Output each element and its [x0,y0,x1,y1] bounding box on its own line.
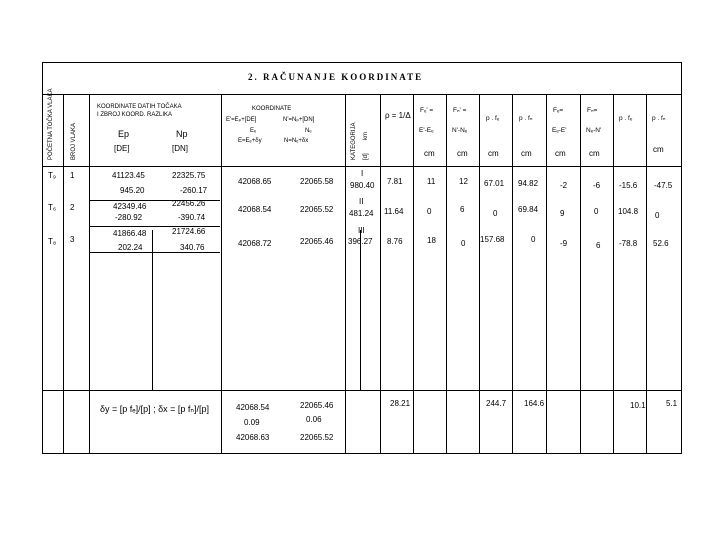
row3-pfe: 157.68 [480,235,505,244]
row3-e: 42068.72 [238,239,272,248]
grid-line [221,94,222,454]
row1-train: 1 [70,171,75,180]
row2-fe2: 9 [560,209,565,218]
row1-fe2: -2 [560,181,568,190]
grid-line [89,94,90,454]
row3-km: 396.27 [348,237,373,246]
row3-pfn2: 52.6 [653,239,669,248]
header-pfe: p . fₑ [486,115,500,122]
grid-line [152,230,153,390]
row3-ep1: 41866.48 [113,229,147,238]
row1-np2: -260.17 [180,186,208,195]
total-n: 22065.46 [300,401,334,410]
header-fn2-b: Nₑ-N' [586,127,602,134]
row1-np1: 22325.75 [172,171,206,180]
header-ep: Ep [118,129,130,139]
row1-ep1: 41123.45 [112,171,145,180]
header-koord-eq2b: N=Nₑ+δx [284,138,309,144]
sum-pfe: 244.7 [486,399,507,408]
row2-ep2: -280.92 [115,213,143,222]
page-title: 2. RAČUNANJE KOORDINATE [248,72,424,82]
grid-line [546,94,547,454]
grid-line [90,252,220,253]
grid-line [446,94,447,454]
grid-line [580,94,581,454]
header-d: [d] [363,153,369,160]
row3-fe: 18 [427,236,436,245]
header-fn: Fₙ' = [453,107,467,114]
row2-fe: 0 [427,207,432,216]
sum-pfn: 164.6 [524,399,545,408]
grid-line [512,94,513,454]
row3-fn: 0 [461,239,466,248]
row3-fe2: -9 [560,239,568,248]
row3-ep2: 202.24 [118,243,143,252]
row1-fn2: -6 [593,181,601,190]
row2-pfe: 0 [493,209,498,218]
grid-line [413,94,414,454]
grid-line [63,94,64,454]
header-np: Np [176,129,188,139]
header-rho: ρ = 1/Δ [385,111,411,120]
header-pfn2: p . fₙ [652,115,666,122]
row2-cat: II [359,197,364,206]
final-e: 42068.63 [236,433,270,442]
header-fe: Fₑ' = [420,107,434,114]
header-fe-b: E'-Eₑ [419,127,434,134]
row3-point: T₈ [48,237,57,246]
header-pfe2: p . fₑ [619,115,633,122]
row1-pfn2: -47.5 [654,181,673,190]
final-n: 22065.52 [300,433,334,442]
header-koord-title: KOORDINATE [252,106,292,112]
header-koord-ne: Nₑ [305,128,312,134]
row3-pfn: 0 [531,235,536,244]
header-koord-eq2a: E=Eₑ+δy [238,138,262,144]
row2-point: T₆ [48,203,57,212]
header-coords-line1: KOORDINATE DATIH TOČAKA [97,104,182,110]
row1-fn: 12 [459,177,468,186]
row3-rho: 8.76 [387,237,403,246]
header-km: km [363,132,369,140]
header-coords-line2: I ZBROJ KOORD. RAZLIKA [97,112,173,118]
row1-pfn: 94.82 [518,179,539,188]
row2-e: 42068.54 [238,205,272,214]
correction-formula: δy = [p fₑ]/[p] ; δx = [p fₙ]/[p] [100,404,209,414]
row1-km: 980.40 [350,181,375,190]
row1-pfe: 67.01 [484,179,505,188]
row2-np2: -390.74 [178,213,206,222]
header-train-number: BROJ VLAKA [71,122,77,160]
row2-km: 481.24 [349,209,374,218]
row1-ep2: 945.20 [120,186,145,195]
sum-pfn2: 5.1 [666,399,678,408]
grid-line [42,94,682,95]
grid-line [42,166,682,167]
header-dn: [DN] [172,144,188,153]
unit-cm: cm [424,149,435,158]
row3-np2: 340.76 [180,243,205,252]
grid-line [360,230,361,390]
row2-pfn2: 0 [655,211,660,220]
row3-fn2: 6 [596,241,601,250]
unit-cm: cm [488,149,499,158]
header-koord-eq1a: E'=Eₚ+[DE] [226,117,257,123]
header-fe2: Fₑ= [553,107,564,114]
row1-rho: 7.81 [387,177,403,186]
row2-pfe2: 104.8 [618,207,639,216]
row2-np1: 22456.26 [172,199,206,208]
row3-np1: 21724.66 [172,227,206,236]
row3-n: 22065.46 [300,237,334,246]
row2-ep1: 42349.46 [113,202,147,211]
unit-cm: cm [653,145,664,154]
grid-line [613,94,614,454]
row2-fn: 6 [460,205,465,214]
row1-e: 42068.65 [238,177,272,186]
header-de: [DE] [114,144,130,153]
row3-pfe2: -78.8 [619,239,638,248]
row1-pfe2: -15.6 [619,181,638,190]
row1-point: T₉ [48,171,57,180]
header-fn-b: N'-Nₑ [452,127,468,134]
grid-line [380,94,381,454]
row2-n: 22065.52 [300,205,334,214]
total-dy: 0.09 [244,418,260,427]
row3-train: 3 [70,235,75,244]
row1-n: 22065.58 [300,177,334,186]
row2-train: 2 [70,203,75,212]
grid-line [646,94,647,454]
row3-cat: III [358,226,365,235]
grid-line [42,390,682,391]
header-start-point: POČETNA TOČKA VLAKA [48,88,54,160]
unit-cm: cm [589,149,600,158]
sum-pfe2: 10.1 [630,401,646,410]
header-koord-ee: Eₑ [250,128,257,134]
row1-fe: 11 [427,177,436,186]
row2-rho: 11.64 [384,207,404,216]
header-fn2: Fₙ= [587,107,598,114]
unit-cm: cm [457,149,468,158]
row1-cat: I [361,169,364,178]
grid-line [345,94,346,454]
row2-pfn: 69.84 [518,205,539,214]
table-frame [42,62,682,454]
total-dx: 0.06 [306,415,322,424]
unit-cm: cm [521,149,532,158]
header-fe2-b: Eₑ-E' [552,127,567,134]
header-koord-eq1b: N'=Nₚ+[DN] [283,117,315,123]
header-pfn: p . fₙ [519,115,533,122]
header-category: KATEGORIJA [351,122,357,160]
unit-cm: cm [555,149,566,158]
sum-rho: 28.21 [390,399,411,408]
total-e: 42068.54 [236,403,270,412]
grid-line [479,94,480,454]
row2-fn2: 0 [594,207,599,216]
